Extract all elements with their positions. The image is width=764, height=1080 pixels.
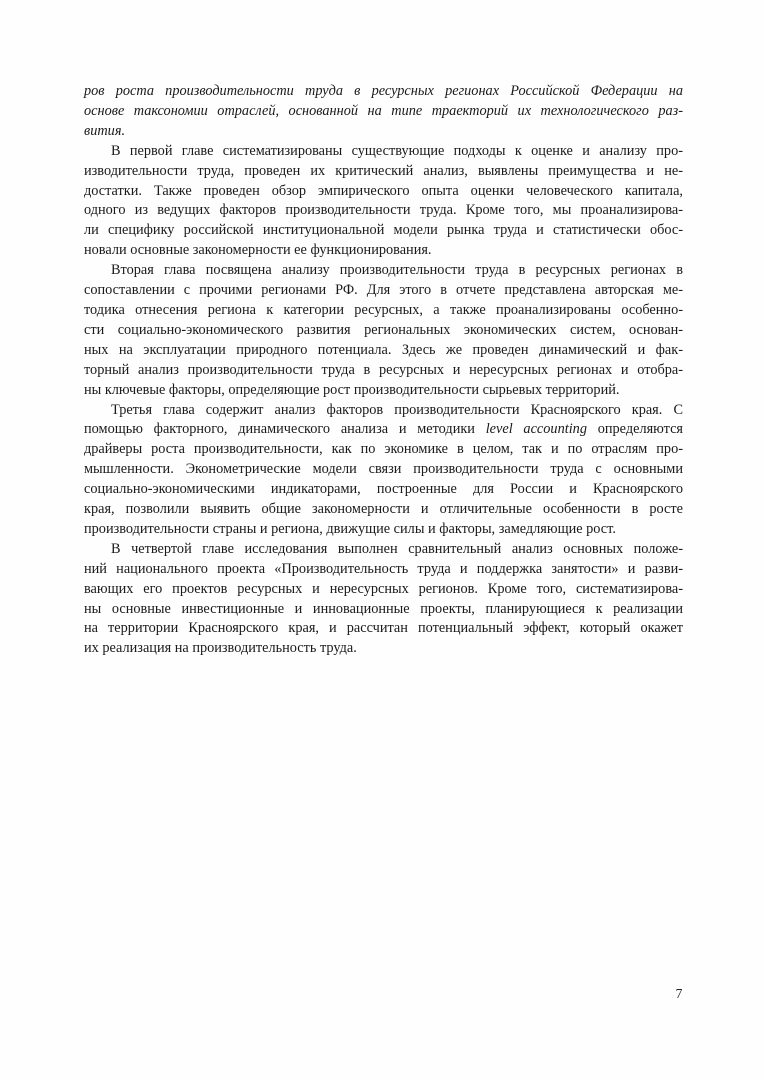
text-line: ли специфику российской институциональной модели рынка труда и статистически обос- [84,222,683,239]
text-line: ров роста производительности труда в ресурсных регионах Российской Федерации на [84,83,683,99]
text-segment: помощью факторного, динамического анализа и методики [84,421,486,438]
paragraph [84,261,683,400]
text-line: Вторая глава посвящена анализу производительности труда в ресурсных регионах в [111,262,683,279]
text-line: торный анализ производительности труда в ресурсных и нересурсных регионах и отобра- [84,361,683,378]
text-line [84,420,683,440]
text-segment: определяются [586,421,683,438]
paragraph [84,82,683,142]
text-line: сти социально-экономического развития региональных экономических систем, основан- [84,321,683,338]
text-line: драйверы роста производительности, как по экономике в целом, так и по отраслям про- [84,441,683,458]
text-line: ны основные инвестиционные и инновационные проекты, планирующиеся к реализации [84,600,683,617]
text-line: В четвертой главе исследования выполнен сравнительный анализ основных положе- [111,540,683,557]
text-line: изводительности труда, проведен их критический анализ, выявлены преимущества и не- [84,162,683,179]
text-line: новали основные закономерности ее функционирования. [84,242,432,259]
text-line: тодика отнесения региона к категории ресурсных, а также проанализированы особенно- [84,301,683,318]
text-line: В первой главе систематизированы существующие подходы к оценке и анализу про- [111,142,683,159]
text-line: Третья глава содержит анализ факторов производительности Красноярского края. С [111,401,683,418]
text-line: ний национального проекта «Производительность труда и поддержка занятости» и разви- [84,560,683,577]
text-line: сопоставлении с прочими регионами РФ. Для этого в отчете представлена авторская ме- [84,282,683,299]
text-line: на территории Красноярского края, и рассчитан потенциальный эффект, который окажет [84,620,683,637]
paragraph [84,401,683,540]
italic-term: level accounting [485,421,587,438]
text-block [84,82,683,659]
page-number: 7 [675,986,683,1001]
text-line: ны ключевые факторы, определяющие рост производительности сырьевых территорий. [84,381,620,398]
text-line: производительности страны и региона, движущие силы и факторы, замедляющие рост. [84,520,616,537]
text-line: достатки. Также проведен обзор эмпирического опыта оценки человеческого капитала, [84,182,683,199]
text-line: их реализация на производительность труда. [84,640,357,657]
text-line: ных на эксплуатации природного потенциала. Здесь же проведен динамический и фак- [84,341,683,358]
paragraph [84,540,683,659]
text-line: социально-экономическими индикаторами, построенные для России и Красноярского [84,481,683,498]
paragraph [84,142,683,261]
text-line: мышленности. Эконометрические модели связи производительности труда с основными [84,461,683,478]
text-line: вития. [84,122,126,139]
text-line: основе таксономии отраслей, основанной на типе траекторий их технологического раз- [84,102,683,119]
text-line: одного из ведущих факторов производительности труда. Кроме того, мы проанализирова- [84,202,683,219]
text-line: вающих его проектов ресурсных и нересурсных регионов. Кроме того, систематизирова- [84,580,683,597]
text-line: края, позволили выявить общие закономерности и отличительные особенности в росте [84,501,683,518]
